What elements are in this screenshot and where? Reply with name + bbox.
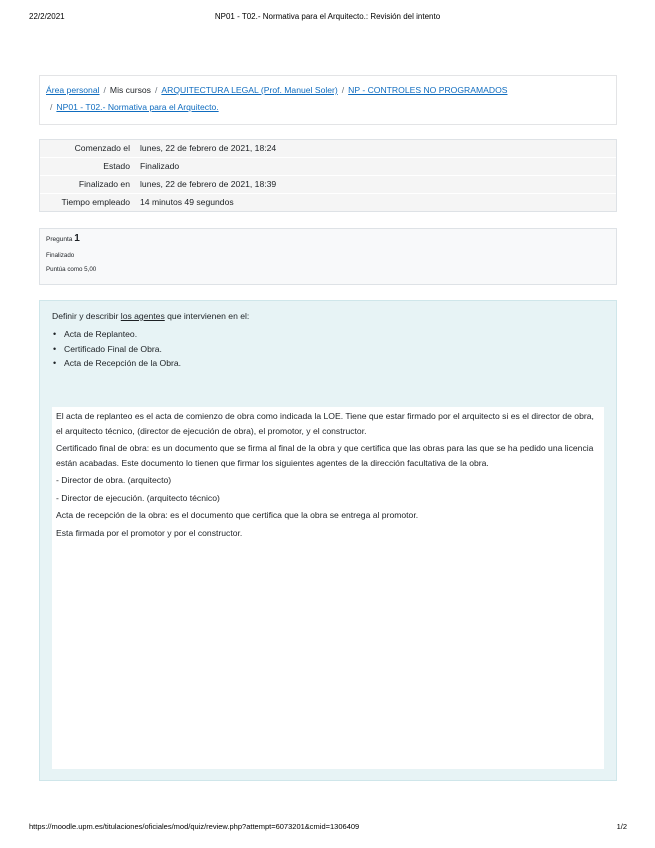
- summary-row-time-taken: [40, 194, 616, 211]
- breadcrumb-section-link[interactable]: NP - CONTROLES NO PROGRAMADOS: [348, 85, 508, 95]
- question-number: [46, 234, 610, 245]
- question-prefix: Pregunta: [46, 236, 73, 243]
- summary-row-finished: [40, 176, 616, 194]
- breadcrumb-dashboard-link[interactable]: Área personal: [46, 85, 100, 95]
- answer-paragraph: Certificado final de obra: es un documento que se firma al final de la obra y que certifica que las obras para las que se ha pedido una licencia están acabadas. Este documento lo tienen que firmar los siguientes agentes de la dirección facultativa de la obra.: [56, 443, 594, 468]
- answer-paragraph: El acta de replanteo es el acta de comienzo de obra como indicada la LOE. Tiene que estar firmado por el arquitecto si es el director de obra, el arquitecto técnico, (director de ejecución de obra), el promotor, y el constructor.: [56, 411, 594, 436]
- breadcrumb-course-link[interactable]: ARQUITECTURA LEGAL (Prof. Manuel Soler): [161, 85, 338, 95]
- breadcrumb-quiz-link[interactable]: NP01 - T02.- Normativa para el Arquitecto.: [56, 102, 219, 112]
- summary-label: Comenzado el: [74, 143, 130, 153]
- breadcrumb: [39, 75, 617, 125]
- summary-value: 14 minutos 49 segundos: [140, 197, 234, 207]
- question-state: Finalizado: [46, 252, 75, 259]
- summary-value: lunes, 22 de febrero de 2021, 18:39: [140, 179, 277, 189]
- question-number-value: 1: [74, 233, 80, 244]
- question-item: • Acta de Recepción de la Obra.: [52, 356, 604, 371]
- answer-paragraph: Esta firmada por el promotor y por el constructor.: [56, 527, 243, 538]
- answer-paragraph: - Director de obra. (arquitecto): [56, 475, 172, 485]
- breadcrumb-separator: /: [341, 85, 345, 95]
- question-info-panel: [39, 228, 617, 285]
- breadcrumb-separator: /: [50, 102, 53, 112]
- question-grade: Puntúa como 5,00: [46, 266, 97, 273]
- print-page-title: NP01 - T02.- Normativa para el Arquitecto.: Revisión del intento: [214, 12, 441, 21]
- prompt-text: que intervienen en el:: [164, 311, 250, 321]
- summary-row-state: [40, 158, 616, 176]
- summary-label: Estado: [103, 161, 130, 171]
- summary-row-started: [40, 140, 616, 158]
- question-item: • Acta de Replanteo.: [52, 327, 604, 342]
- question-prompt: [52, 309, 604, 323]
- print-page-number: 1/2: [616, 822, 627, 831]
- summary-value: lunes, 22 de febrero de 2021, 18:24: [140, 143, 277, 153]
- summary-label: Finalizado en: [78, 179, 130, 189]
- breadcrumb-my-courses: Mis cursos: [109, 85, 151, 95]
- attempt-summary-table: [39, 139, 617, 212]
- breadcrumb-separator: /: [103, 85, 106, 95]
- summary-label: Tiempo empleado: [61, 197, 130, 207]
- summary-value: Finalizado: [140, 161, 180, 171]
- print-url: https://moodle.upm.es/titulaciones/oficiales/mod/quiz/review.php?attempt=6073201&cmid=1306409: [29, 822, 360, 831]
- prompt-text: Definir y describir: [52, 311, 121, 321]
- answer-paragraph: - Director de ejecución. (arquitecto técnico): [56, 492, 220, 503]
- answer-paragraph: Acta de recepción de la obra: es el documento que certifica que la obra se entrega al promotor.: [56, 510, 419, 520]
- breadcrumb-separator: /: [154, 85, 158, 95]
- prompt-underlined-text: los agentes: [120, 311, 165, 321]
- question-content: [39, 300, 617, 781]
- print-header: [0, 12, 655, 26]
- question-items-list: [52, 327, 604, 371]
- answer-textbox[interactable]: [52, 407, 604, 769]
- question-item: • Certificado Final de Obra.: [52, 342, 604, 357]
- print-date: 22/2/2021: [29, 12, 65, 21]
